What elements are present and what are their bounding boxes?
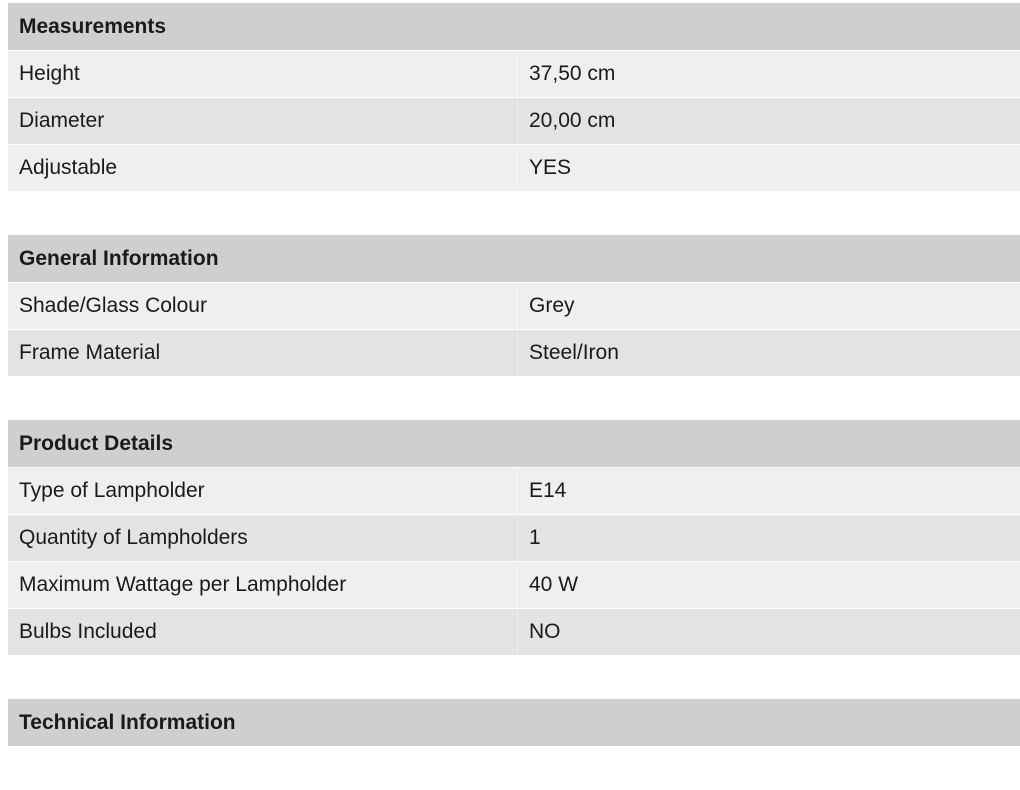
row-label: Diameter xyxy=(19,109,105,132)
row-label: Type of Lampholder xyxy=(19,479,205,502)
product-details-table xyxy=(8,420,1020,655)
table-row xyxy=(8,144,1020,191)
table-row xyxy=(8,329,1020,376)
row-value: Steel/Iron xyxy=(517,330,1020,376)
technical-information-table xyxy=(8,699,1020,746)
table-row xyxy=(8,97,1020,144)
table-row xyxy=(8,608,1020,655)
row-label: Maximum Wattage per Lampholder xyxy=(19,573,347,596)
table-row xyxy=(8,467,1020,514)
section-header: Technical Information xyxy=(8,699,1020,746)
table-row xyxy=(8,514,1020,561)
section-header: Measurements xyxy=(8,3,1020,50)
table-row xyxy=(8,561,1020,608)
section-header: Product Details xyxy=(8,420,1020,467)
spec-sheet xyxy=(8,3,1020,790)
row-label: Quantity of Lampholders xyxy=(19,526,248,549)
row-label: Bulbs Included xyxy=(19,620,157,643)
section-header: General Information xyxy=(8,235,1020,282)
row-label: Height xyxy=(19,62,80,85)
table-row xyxy=(8,50,1020,97)
row-value: NO xyxy=(517,609,1020,655)
row-value: YES xyxy=(517,145,1020,191)
row-value: Grey xyxy=(517,283,1020,329)
row-value: E14 xyxy=(517,468,1020,514)
row-label: Adjustable xyxy=(19,156,118,179)
row-value: 20,00 cm xyxy=(517,98,1020,144)
row-value: 37,50 cm xyxy=(517,51,1020,97)
row-value: 1 xyxy=(517,515,1020,561)
general-information-table xyxy=(8,235,1020,376)
row-label: Frame Material xyxy=(19,341,161,364)
measurements-table xyxy=(8,3,1020,191)
table-row xyxy=(8,282,1020,329)
row-label: Shade/Glass Colour xyxy=(19,294,207,317)
row-value: 40 W xyxy=(517,562,1020,608)
